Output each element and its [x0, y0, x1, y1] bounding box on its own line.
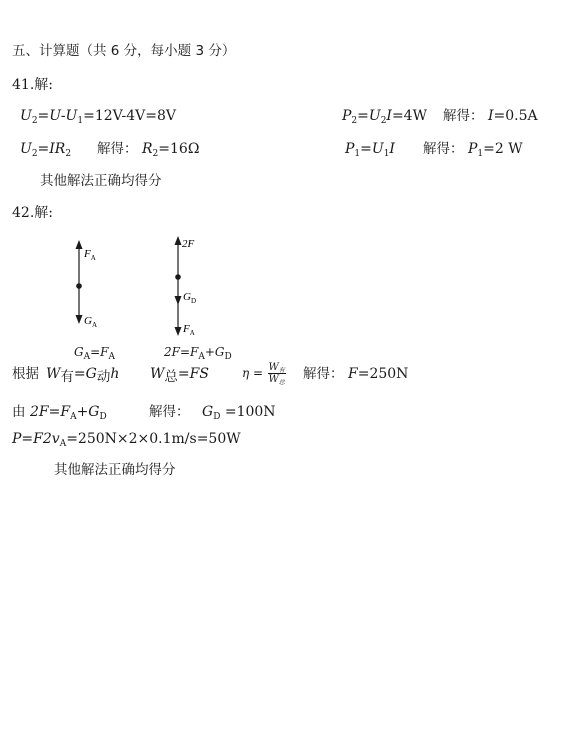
q41-result-p1: $P_1=2$ W: [468, 141, 523, 159]
q42-eq-total-work: $W_总=FS$: [150, 366, 209, 385]
force-label-fa: $F_A$: [84, 248, 96, 262]
efficiency-fraction: $\frac{W_有}{W_总}$: [268, 361, 285, 386]
q41-label: 41.解:: [12, 77, 53, 93]
force-diagram-a: [60, 236, 120, 340]
q42-eq-balance: $2F=F_A+G_D$: [30, 404, 107, 422]
q42-eq-efficiency: [242, 356, 286, 390]
point-mass-icon: [76, 283, 82, 289]
diagram-a-caption: $G_A=F_A$: [74, 345, 115, 362]
q42-result-force: F=250N: [348, 366, 409, 382]
q41-eq-u2-ir2: $U_2=IR_2$: [20, 141, 72, 159]
q42-note: 其他解法正确均得分: [54, 462, 176, 478]
q41-eq-p1: $P_1=U_1I$: [345, 141, 395, 159]
q42-label: 42.解:: [12, 205, 53, 221]
arrow-down-icon: [76, 315, 83, 324]
q42-solve-label-2: 解得：: [149, 404, 190, 420]
q42-result-gd: $G_D =100N$: [202, 404, 276, 422]
q42-according-label: 根据: [12, 366, 39, 382]
arrow-up-icon: [175, 236, 182, 245]
q41-solve-label-3: 解得：: [423, 141, 464, 157]
force-diagram-d: [160, 232, 220, 342]
q41-eq-p2: $P_2=U_2I=4W$: [342, 108, 427, 126]
arrow-up-icon: [76, 240, 83, 249]
q41-note: 其他解法正确均得分: [40, 173, 162, 189]
q41-result-r2: $R_2=16\Omega$: [142, 141, 200, 159]
q42-eq-useful-work: $W_有=G_动h$: [46, 366, 120, 385]
force-label-gd: $G_D$: [183, 291, 197, 305]
q42-eq-power: $P=F2v_A=250N\times 2\times 0.1m/s=50W$: [12, 431, 241, 449]
q41-solve-label-2: 解得：: [97, 141, 138, 157]
arrow-down-icon: [175, 327, 182, 336]
q41-eq-u2-difference: $U_2=U-U_1=12V-4V=8V$: [20, 108, 176, 126]
eta-symbol: η =: [242, 366, 264, 380]
force-label-2f: 2F: [182, 238, 195, 250]
point-mass-icon: [175, 274, 181, 280]
section-title: 五、计算题（共 6 分，每小题 3 分）: [12, 43, 236, 59]
q41-result-current: I=0.5A: [488, 108, 538, 124]
q42-from-label: 由: [12, 404, 26, 420]
arrow-down-icon: [175, 296, 182, 305]
diagram-d-caption: $2F=F_A+G_D$: [164, 345, 232, 362]
q42-solve-label-1: 解得：: [303, 366, 344, 382]
force-label-ga: $G_A$: [84, 315, 98, 329]
q41-solve-label-1: 解得：: [443, 108, 484, 124]
force-label-fa2: $F_A$: [183, 323, 195, 337]
